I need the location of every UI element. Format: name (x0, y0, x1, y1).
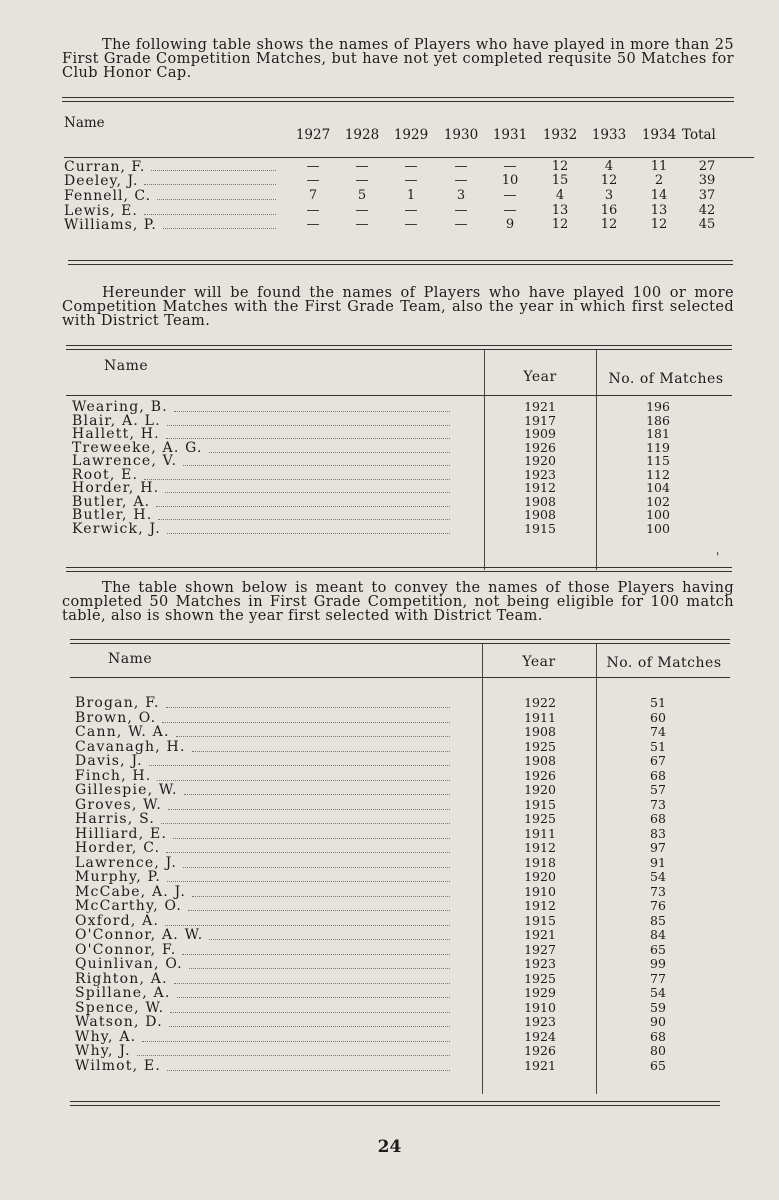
dot-leader (174, 977, 450, 984)
dot-leader (176, 730, 450, 737)
rule (62, 97, 734, 102)
matches-cell: 13 (551, 203, 569, 218)
table-row (72, 466, 742, 483)
matches-cell: — (355, 173, 369, 188)
matches-cell: 59 (650, 999, 666, 1015)
dot-leader (157, 774, 450, 781)
table-row (75, 726, 745, 739)
player-name: Why, J. (75, 1043, 131, 1059)
matches-cell: 97 (650, 840, 666, 855)
dot-leader (162, 716, 450, 723)
dot-leader (166, 846, 450, 853)
table-row (75, 987, 745, 1000)
year-cell: 1923 (524, 956, 556, 971)
dot-leader (167, 1064, 450, 1071)
matches-cell: — (355, 203, 369, 218)
player-name: Righton, A. (75, 970, 168, 987)
year-cell: 1909 (524, 426, 556, 441)
year-cell: 1908 (524, 753, 556, 768)
table-row (75, 796, 745, 813)
table-row (75, 825, 745, 842)
matches-cell: 91 (650, 854, 666, 870)
rule (68, 260, 733, 265)
player-name: Hallett, H. (72, 426, 160, 442)
table-row (75, 697, 745, 710)
table-row (64, 188, 754, 204)
year-cell: 1915 (524, 796, 556, 812)
dot-leader (151, 164, 276, 171)
year-cell: 1923 (524, 1014, 556, 1029)
matches-cell: 84 (650, 927, 666, 942)
year-cell: 1920 (524, 453, 556, 468)
year-cell: 1912 (524, 898, 556, 913)
year-cell: 1912 (524, 480, 556, 495)
player-name: Butler, A. (72, 493, 151, 510)
intro-paragraph-3: The table shown below is meant to convey the names of those Players having completed 50 Matches in First Grade Competition, not being eligible for 100 match table, also is shown the year first selected with District Team. (62, 580, 734, 624)
table-row (72, 412, 742, 429)
rule (66, 345, 732, 350)
table-row (75, 784, 745, 797)
matches-cell: 16 (600, 203, 618, 218)
player-name: Spence, W. (75, 999, 165, 1016)
matches-cell: 12 (551, 159, 569, 174)
table-row (75, 958, 745, 971)
year-cell: 1915 (524, 520, 556, 536)
table-row (72, 509, 742, 522)
header-year: 1928 (344, 127, 380, 143)
header-name: Name (64, 115, 105, 131)
dot-leader (184, 788, 450, 795)
year-cell: 1926 (524, 1043, 556, 1058)
matches-cell: — (454, 203, 468, 218)
player-name: Butler, H. (72, 507, 153, 523)
matches-cell: 9 (505, 217, 515, 232)
table-row (75, 1028, 745, 1045)
player-name: Oxford, A. (75, 912, 160, 929)
matches-cell: — (454, 159, 468, 174)
rule (70, 639, 730, 644)
player-name: Why, A. (75, 1028, 137, 1045)
dot-leader (183, 861, 450, 868)
dot-leader (137, 1049, 450, 1056)
player-name: Hilliard, E. (75, 825, 168, 842)
matches-cell: — (503, 159, 517, 174)
table-row (75, 1016, 745, 1029)
dot-leader (209, 933, 450, 940)
table-row (75, 999, 745, 1016)
matches-cell: 14 (650, 188, 668, 203)
matches-cell: — (454, 173, 468, 188)
table-row (64, 173, 754, 189)
matches-cell: 3 (604, 188, 614, 203)
year-cell: 1925 (524, 970, 556, 986)
player-name: Quinlivan, O. (75, 956, 183, 972)
matches-cell: 67 (650, 753, 666, 768)
player-name: Horder, H. (72, 480, 160, 496)
year-cell: 1910 (524, 999, 556, 1015)
table-row (75, 970, 745, 987)
player-name: Williams, P. (64, 217, 157, 233)
year-cell: 1921 (524, 399, 556, 414)
table-row (64, 217, 754, 233)
table-row (72, 428, 742, 441)
matches-cell: 10 (501, 173, 519, 188)
player-name: Kerwick, J. (72, 520, 161, 537)
dot-leader (192, 745, 450, 752)
header-year: 1930 (443, 127, 479, 143)
matches-cell: 100 (646, 520, 670, 536)
header-matches: No. of Matches (606, 655, 722, 671)
table-row (75, 738, 745, 755)
dot-leader (167, 875, 450, 882)
year-cell: 1911 (524, 825, 556, 841)
header-name: Name (104, 358, 149, 374)
matches-cell: 5 (357, 188, 367, 203)
matches-cell: 65 (650, 941, 666, 957)
matches-cell: 60 (650, 709, 666, 725)
year-cell: 1927 (524, 941, 556, 957)
matches-cell: 7 (308, 188, 318, 203)
year-cell: 1915 (524, 912, 556, 928)
matches-cell: 99 (650, 956, 666, 971)
player-name: Davis, J. (75, 753, 143, 769)
matches-cell: 115 (646, 453, 670, 468)
dot-leader (144, 178, 276, 185)
header-total: Total (682, 127, 716, 143)
year-cell: 1929 (524, 985, 556, 1000)
table-row (72, 455, 742, 468)
matches-cell: — (503, 188, 517, 203)
header-name: Name (108, 651, 153, 667)
total-cell: 37 (698, 188, 716, 203)
header-year: 1931 (492, 127, 528, 143)
intro-paragraph-2: Hereunder will be found the names of Players who have played 100 or more Competition Matches with the First Grade Team, also the year in which first selected with District Team. (62, 285, 734, 329)
dot-leader (158, 513, 450, 520)
dot-leader (182, 948, 450, 955)
table-row (75, 854, 745, 871)
player-name: Cann, W. A. (75, 724, 170, 740)
matches-cell: 1 (406, 188, 416, 203)
player-name: Wilmot, E. (75, 1057, 161, 1074)
player-name: Root, E. (72, 466, 139, 483)
header-year: 1929 (393, 127, 429, 143)
matches-cell: 100 (646, 507, 670, 522)
matches-cell: — (404, 203, 418, 218)
table-row (75, 871, 745, 884)
year-cell: 1924 (524, 1028, 556, 1044)
header-year: Year (522, 654, 556, 670)
matches-cell: 12 (650, 217, 668, 232)
player-name: Spillane, A. (75, 985, 171, 1001)
year-cell: 1921 (524, 927, 556, 942)
year-cell: 1908 (524, 493, 556, 509)
player-name: Groves, W. (75, 796, 162, 813)
matches-cell: 112 (646, 466, 670, 482)
player-name: Lawrence, J. (75, 854, 178, 871)
print-mark: ' (716, 550, 720, 564)
year-cell: 1925 (524, 738, 556, 754)
matches-cell: 57 (650, 782, 666, 797)
matches-cell: — (404, 173, 418, 188)
total-cell: 39 (698, 173, 716, 188)
total-cell: 27 (698, 159, 716, 174)
table-row (75, 709, 745, 726)
matches-cell: 51 (650, 695, 666, 710)
player-name: Wearing, B. (72, 399, 168, 415)
dot-leader (174, 405, 450, 412)
player-name: Lawrence, V. (72, 453, 178, 469)
year-cell: 1910 (524, 883, 556, 899)
matches-cell: 54 (650, 985, 666, 1000)
matches-cell: 80 (650, 1043, 666, 1058)
dot-leader (167, 527, 450, 534)
dot-leader (166, 432, 450, 439)
matches-cell: 15 (551, 173, 569, 188)
matches-cell: 90 (650, 1014, 666, 1029)
dot-leader (166, 701, 450, 708)
year-cell: 1923 (524, 466, 556, 482)
player-name: Finch, H. (75, 767, 152, 784)
table-row (75, 842, 745, 855)
header-year: 1934 (641, 127, 677, 143)
table-row (72, 401, 742, 414)
total-cell: 45 (698, 217, 716, 232)
dot-leader (161, 817, 450, 824)
intro-paragraph-1: The following table shows the names of Players who have played in more than 25 First Grade Competition Matches, but have not yet completed requsite 50 Matches for Club Honor Cap. (62, 37, 734, 81)
year-cell: 1908 (524, 724, 556, 739)
player-name: Gillespie, W. (75, 782, 178, 798)
matches-cell: — (306, 159, 320, 174)
player-name: Blair, A. L. (72, 412, 161, 429)
matches-cell: — (355, 159, 369, 174)
matches-cell: 181 (646, 426, 670, 441)
matches-cell: 102 (646, 493, 670, 509)
player-name: Watson, D. (75, 1014, 163, 1030)
page-number: 24 (377, 1137, 402, 1157)
player-name: Murphy, P. (75, 869, 162, 885)
dot-leader (165, 486, 450, 493)
table-row (75, 929, 745, 942)
dot-leader (165, 919, 450, 926)
year-cell: 1925 (524, 811, 556, 826)
table-header (64, 113, 754, 153)
table-row (75, 883, 745, 900)
player-name: Brogan, F. (75, 695, 160, 711)
dot-leader (209, 446, 450, 453)
dot-leader (157, 193, 276, 200)
player-name: Deeley, J. (64, 173, 139, 189)
table-row (75, 767, 745, 784)
matches-cell: — (306, 203, 320, 218)
year-cell: 1921 (524, 1057, 556, 1073)
rule (66, 567, 732, 572)
year-cell: 1912 (524, 840, 556, 855)
matches-cell: 83 (650, 825, 666, 841)
matches-cell: 12 (600, 173, 618, 188)
header-matches: No. of Matches (608, 371, 724, 387)
table-row (75, 912, 745, 929)
matches-cell: — (355, 217, 369, 232)
dot-leader (183, 459, 450, 466)
rule (64, 157, 754, 158)
matches-cell: 68 (650, 1028, 666, 1044)
table-row (75, 941, 745, 958)
table-row (72, 520, 742, 537)
rule (66, 395, 732, 396)
table-row (72, 482, 742, 495)
dot-leader (192, 890, 450, 897)
year-cell: 1917 (524, 412, 556, 428)
dot-leader (149, 759, 450, 766)
table-row (72, 493, 742, 510)
header-year: 1927 (295, 127, 331, 143)
matches-cell: 4 (604, 159, 614, 174)
player-name: McCarthy, O. (75, 898, 183, 914)
rule (70, 677, 730, 678)
player-name: Curran, F. (64, 159, 146, 175)
matches-cell: 68 (650, 767, 666, 783)
matches-cell: 51 (650, 738, 666, 754)
dot-leader (168, 803, 450, 810)
matches-cell: 65 (650, 1057, 666, 1073)
matches-cell: 73 (650, 883, 666, 899)
matches-cell: 11 (650, 159, 668, 174)
dot-leader (163, 222, 276, 229)
dot-leader (169, 1020, 450, 1027)
matches-cell: 3 (456, 188, 466, 203)
player-name: Horder, C. (75, 840, 161, 856)
year-cell: 1920 (524, 782, 556, 797)
matches-cell: — (306, 217, 320, 232)
dot-leader (144, 473, 450, 480)
matches-cell: — (404, 217, 418, 232)
player-name: Harris, S. (75, 811, 156, 827)
table-row (75, 813, 745, 826)
dot-leader (144, 208, 276, 215)
table-row (75, 1057, 745, 1074)
matches-cell: 74 (650, 724, 666, 739)
matches-cell: 77 (650, 970, 666, 986)
total-cell: 42 (698, 203, 716, 218)
player-name: O'Connor, A. W. (75, 927, 204, 943)
player-name: Fennell, C. (64, 188, 152, 204)
matches-cell: 76 (650, 898, 666, 913)
dot-leader (177, 991, 450, 998)
header-year: 1933 (591, 127, 627, 143)
dot-leader (142, 1035, 450, 1042)
header-year: Year (523, 369, 557, 385)
dot-leader (167, 419, 450, 426)
matches-cell: 2 (654, 173, 664, 188)
dot-leader (189, 962, 450, 969)
year-cell: 1908 (524, 507, 556, 522)
matches-cell: 13 (650, 203, 668, 218)
dot-leader (188, 904, 450, 911)
player-name: Brown, O. (75, 709, 157, 726)
matches-cell: 12 (551, 217, 569, 232)
dot-leader (173, 832, 450, 839)
matches-cell: — (503, 203, 517, 218)
player-name: Lewis, E. (64, 203, 138, 219)
matches-cell: 12 (600, 217, 618, 232)
matches-cell: — (404, 159, 418, 174)
dot-leader (156, 500, 450, 507)
player-name: Cavanagh, H. (75, 738, 186, 755)
year-cell: 1920 (524, 869, 556, 884)
dot-leader (170, 1006, 450, 1013)
matches-cell: 196 (646, 399, 670, 414)
matches-cell: 54 (650, 869, 666, 884)
matches-cell: 186 (646, 412, 670, 428)
player-name: O'Connor, F. (75, 941, 177, 958)
table-row (75, 755, 745, 768)
player-name: McCabe, A. J. (75, 883, 186, 900)
year-cell: 1911 (524, 709, 556, 725)
matches-cell: 68 (650, 811, 666, 826)
player-name: Treweeke, A. G. (72, 439, 203, 456)
year-cell: 1918 (524, 854, 556, 870)
rule (70, 1101, 720, 1106)
year-cell: 1926 (524, 767, 556, 783)
header-year: 1932 (542, 127, 578, 143)
matches-cell: 104 (646, 480, 670, 495)
year-cell: 1926 (524, 439, 556, 455)
matches-cell: 4 (555, 188, 565, 203)
table-row (75, 900, 745, 913)
matches-cell: — (306, 173, 320, 188)
matches-cell: 85 (650, 912, 666, 928)
matches-cell: — (454, 217, 468, 232)
matches-cell: 73 (650, 796, 666, 812)
table-row (75, 1045, 745, 1058)
year-cell: 1922 (524, 695, 556, 710)
matches-cell: 119 (646, 439, 670, 455)
